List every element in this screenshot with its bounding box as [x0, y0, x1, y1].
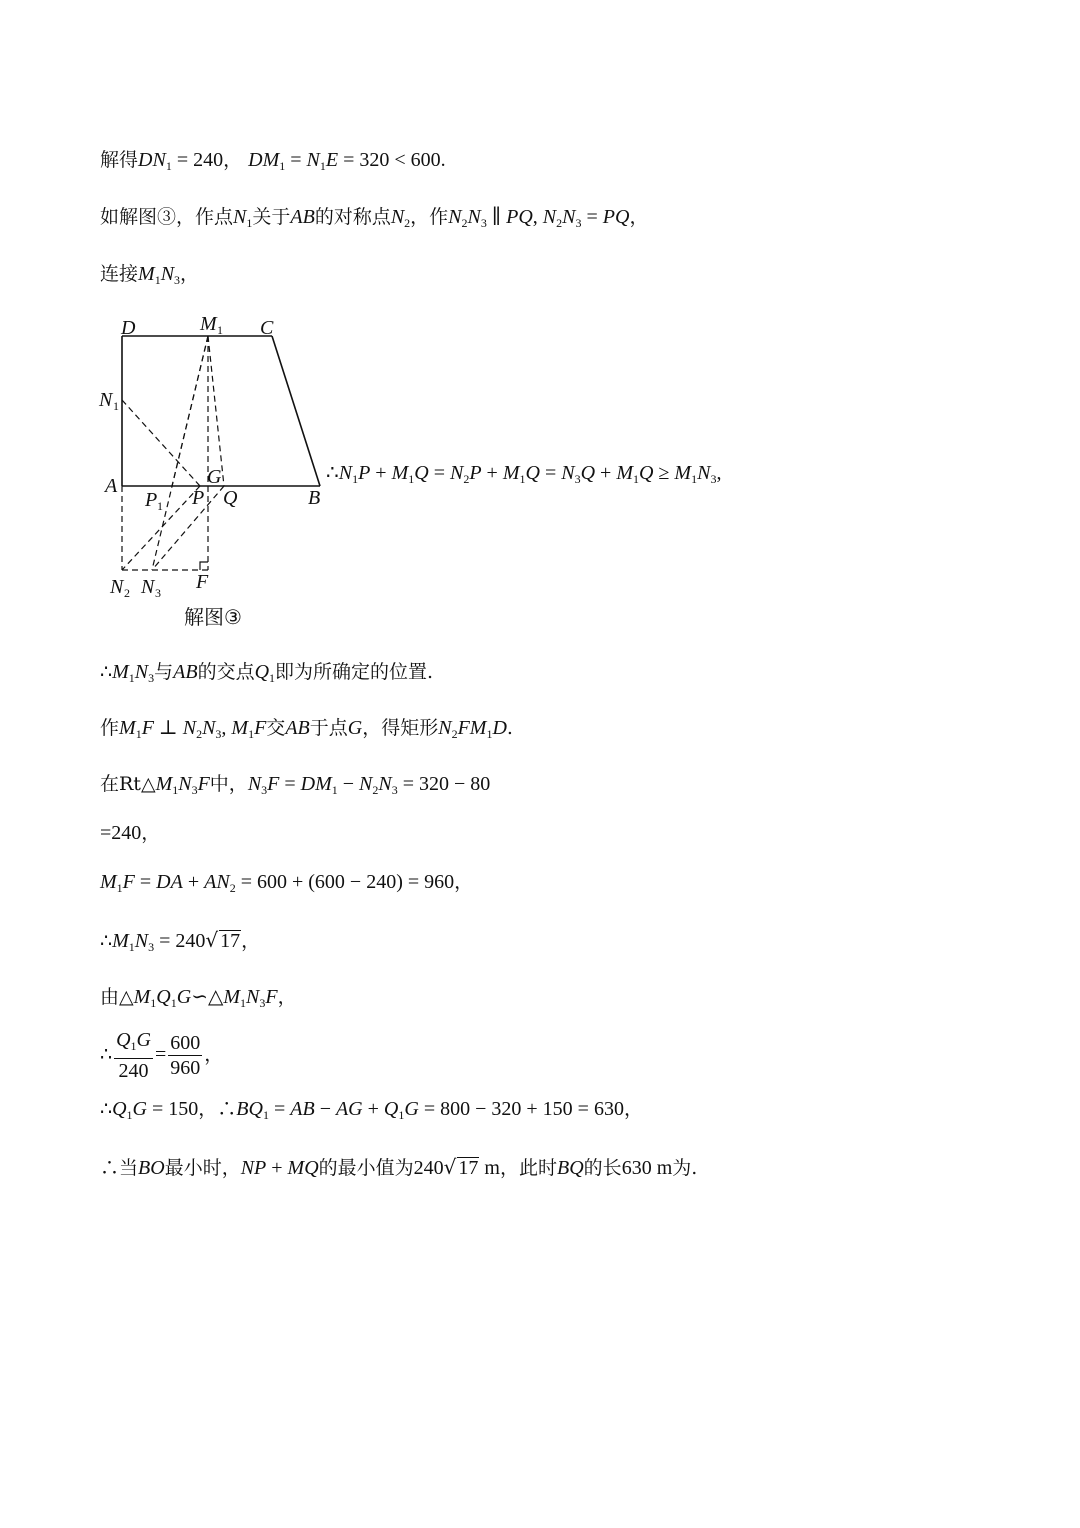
- label-A: A: [105, 475, 118, 497]
- label-C: C: [260, 317, 274, 339]
- label-P: P: [192, 487, 205, 509]
- label-N3: N: [141, 576, 155, 598]
- line-3: 连接$M_1N_3$，: [100, 263, 200, 287]
- line-7: =240，: [100, 822, 161, 844]
- label-N3-sub: 3: [155, 586, 161, 600]
- line-5: 作$M_1F$ ⊥ $N_2N_3$, $M_1F$交AB于点G，得矩形$N_2FM_1D$.: [100, 717, 513, 741]
- geometry-diagram: [96, 308, 336, 638]
- segment-N1P: [122, 400, 200, 486]
- label-N1: N: [99, 389, 113, 411]
- line-6: 在$Rt\triangle M_1N_3F$中，$N_3F = DM_1 - N_2N_3 = 320 - 80$: [100, 773, 491, 797]
- line-13: ∴当BO最小时，NP + MQ的最小值为240√ 17 m，此时BQ的长630 m为.: [100, 1155, 698, 1179]
- right-angle-marker: [200, 562, 208, 570]
- segment-CB: [272, 336, 320, 486]
- line-4: $\therefore M_1N_3$与AB的交点$Q_1$即为所确定的位置.: [100, 661, 434, 685]
- label-N1-sub: 1: [113, 399, 119, 413]
- line-9: $\therefore M_1N_3 = 240√$ 17，: [100, 928, 261, 954]
- segment-M1Q: [208, 336, 224, 486]
- diagram-caption: 解图③: [184, 605, 242, 629]
- label-P1-sub: 1: [157, 499, 163, 513]
- label-N2-sub: 2: [124, 586, 130, 600]
- label-N2: N: [110, 576, 124, 598]
- line-12: $\therefore Q_1G = 150$，$\therefore BQ_1$ = AB − AG + $Q_1G = 800 - 320 + 150 = 630$，: [100, 1098, 643, 1122]
- diagram-equation: $\therefore N_1P + M_1Q = N_2P + M_1Q = N_3Q + M_1Q \ge M_1N_3$,: [326, 462, 722, 486]
- label-F: F: [196, 571, 209, 593]
- label-M1: M: [200, 313, 217, 335]
- line-8: $M_1F$ = DA + $AN_2 = 600 + (600 - 240) = 960$，: [100, 871, 474, 895]
- label-B: B: [308, 487, 321, 509]
- label-M1-sub: 1: [217, 323, 223, 337]
- segment-M1P1: [172, 336, 208, 486]
- line-1: 解得$DN_1 = 240$， $DM_1 = N_1E = 320 < 600$.: [100, 149, 446, 173]
- label-P1: P: [145, 489, 158, 511]
- label-Q: Q: [223, 487, 238, 509]
- label-D: D: [121, 317, 136, 339]
- line-10: 由$\triangle M_1Q_1G∽\triangle M_1N_3F$，: [100, 986, 297, 1010]
- line-11: ∴ $\frac{Q_1G}{240}$ = $\frac{600}{960}$ ，: [100, 1029, 224, 1082]
- label-G: G: [207, 466, 222, 488]
- line-2: 如解图③，作点$N_1$关于AB的对称点$N_2$，作$N_2N_3$ ∥ PQ, $N_2N_3$ = PQ，: [100, 206, 649, 230]
